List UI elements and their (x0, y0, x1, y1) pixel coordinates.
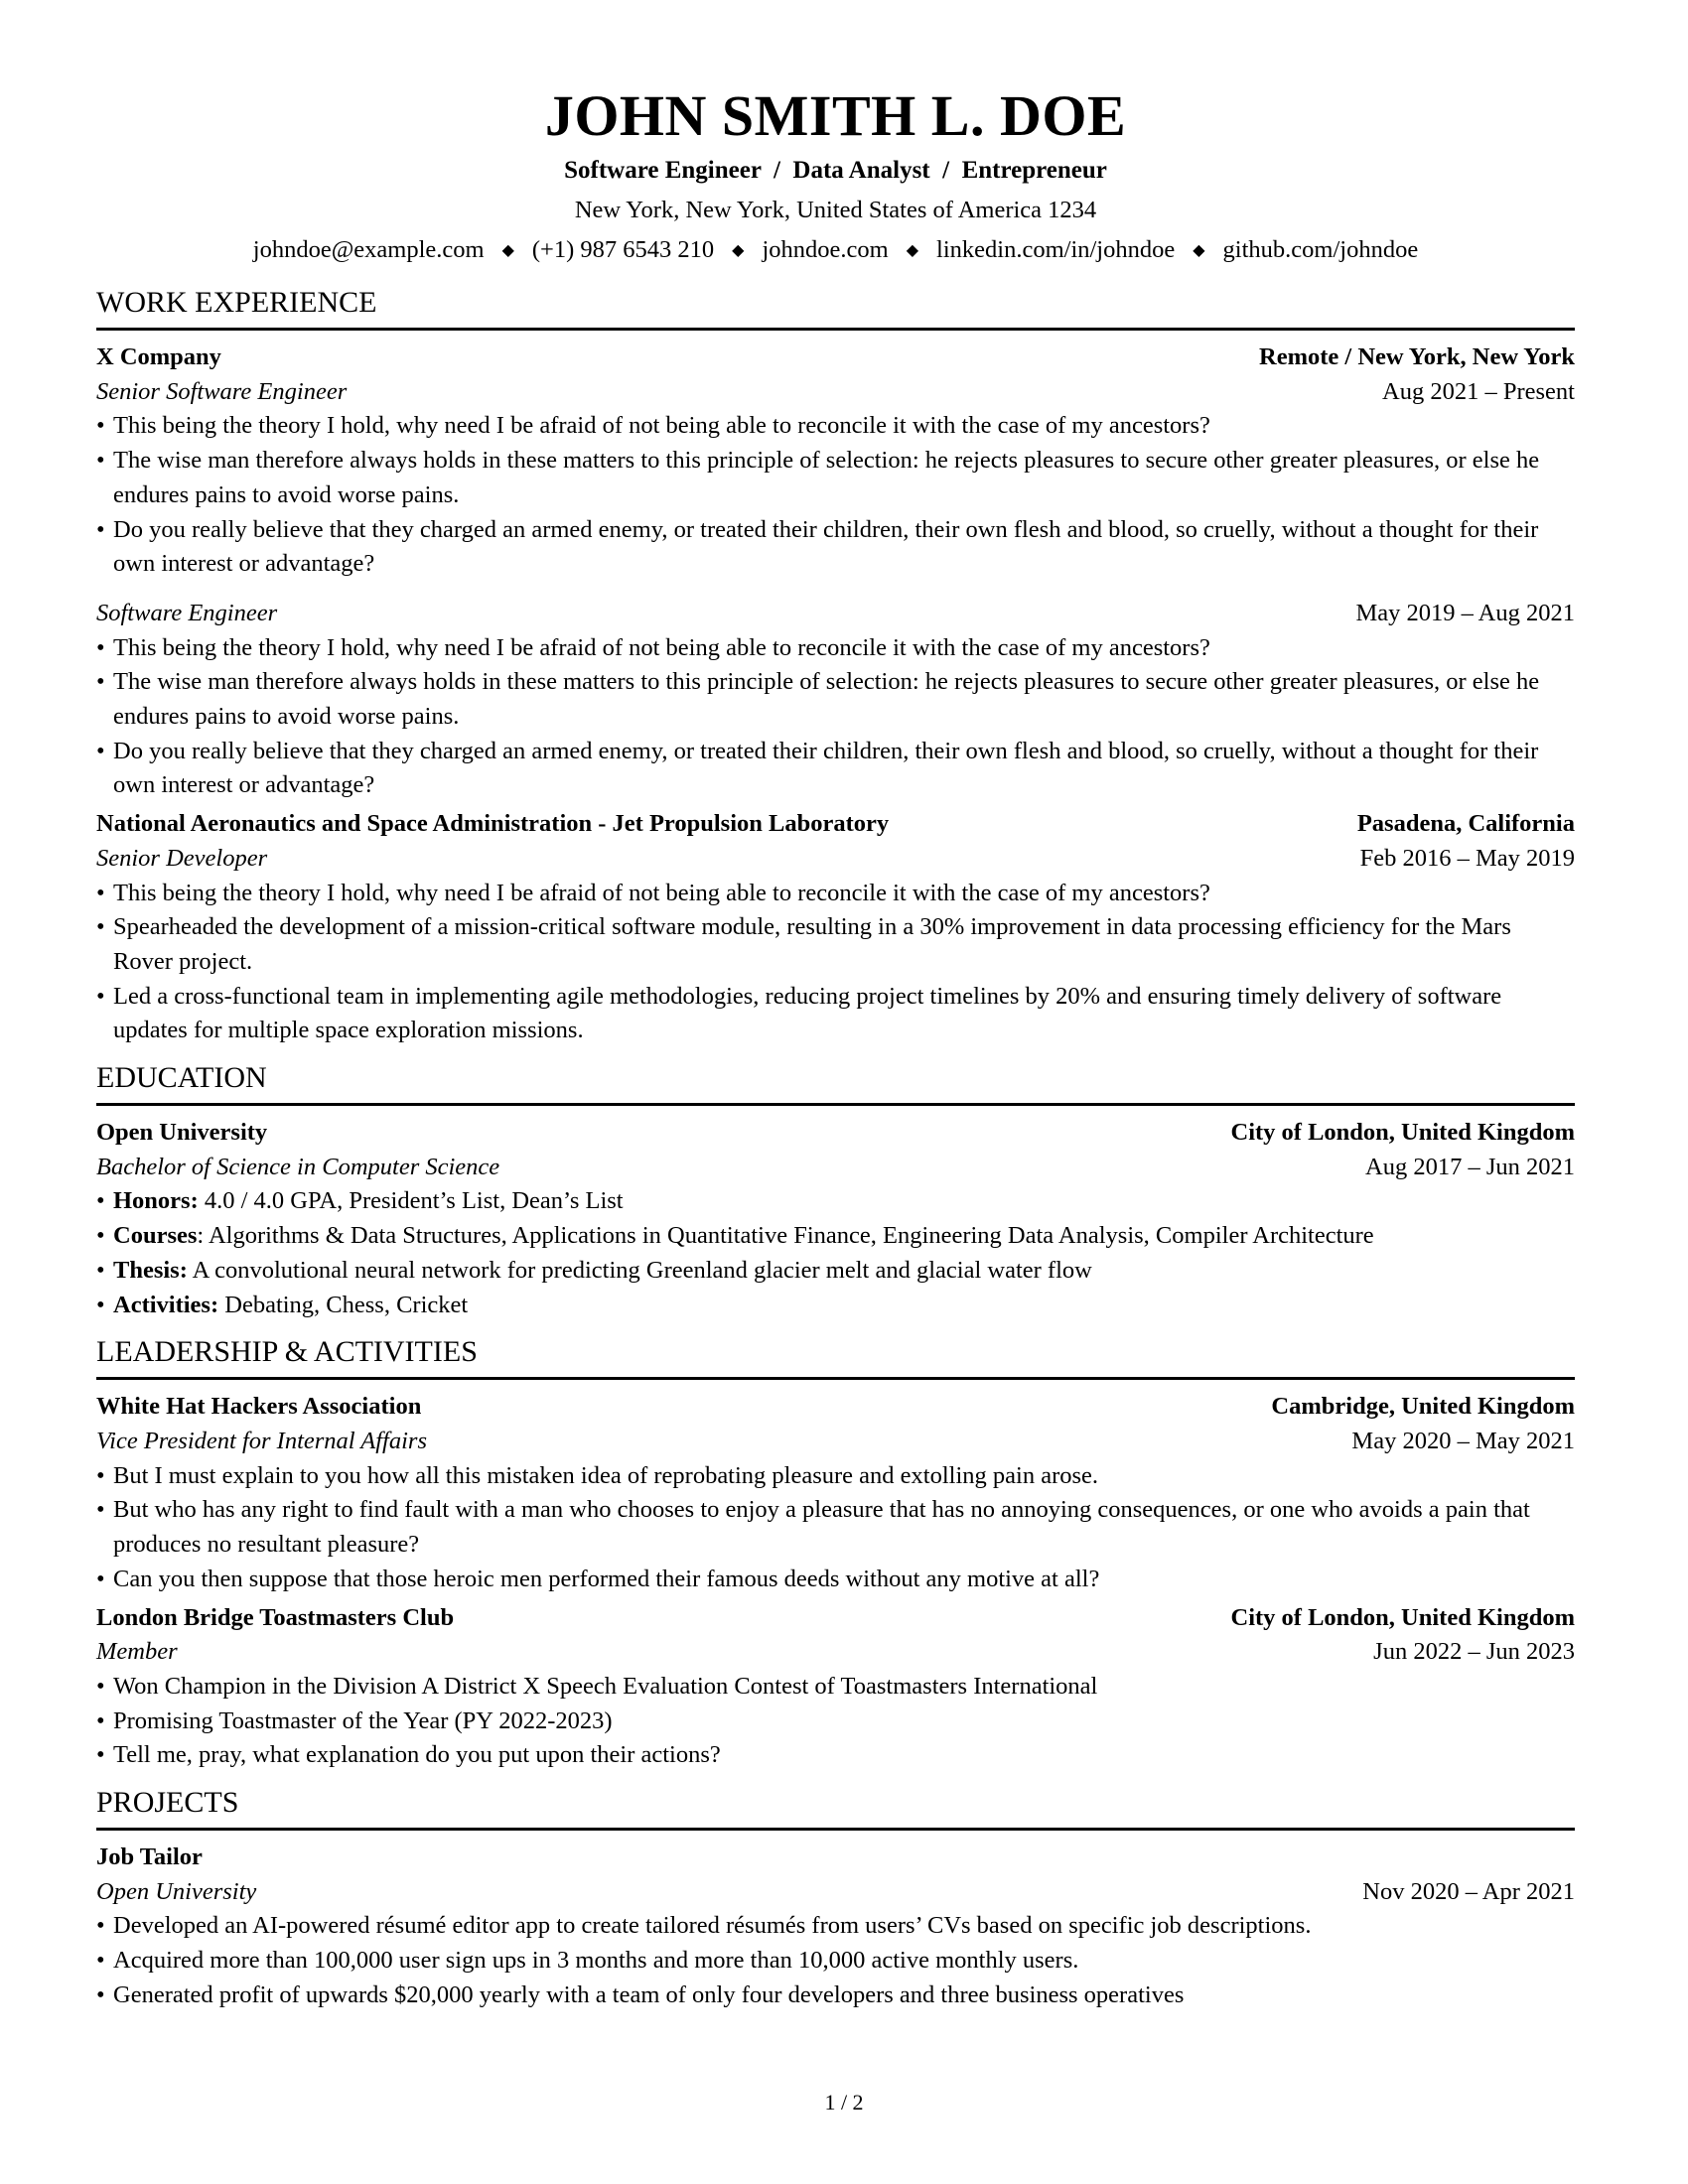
bullet-item: • The wise man therefore always holds in these matters to this principle of selection: he rejects pleasures to secure other greater pleasures, or else he endures pains to avoid worse pains. (96, 444, 1575, 512)
bullet-item: • Led a cross-functional team in implementing agile methodologies, reducing project timelines by 20% and ensuring timely delivery of software updates for multiple space exploration missions. (96, 980, 1575, 1048)
phone-number[interactable]: (+1) 987 6543 210 (531, 236, 715, 263)
bullet-item: • Generated profit of upwards $20,000 yearly with a team of only four developers and three business operatives (96, 1979, 1575, 2013)
diamond-separator-icon: ◆ (732, 242, 745, 259)
item-label: Courses (113, 1222, 198, 1250)
dates: May 2019 – Aug 2021 (1355, 599, 1575, 626)
bullet-item: • Developed an AI-powered résumé editor app to create tailored résumés from users’ CVs based on specific job descriptions. (96, 1909, 1575, 1944)
dates: Feb 2016 – May 2019 (1359, 844, 1575, 872)
section-heading-leadership: LEADERSHIP & ACTIVITIES (96, 1332, 1575, 1380)
leadership-entry (96, 1390, 1575, 1596)
item-text: A convolutional neural network for predicting Greenland glacier melt and glacial water flow (187, 1256, 1092, 1284)
section-heading-projects: PROJECTS (96, 1783, 1575, 1831)
work-entry (96, 597, 1575, 803)
role: Senior Software Engineer (96, 377, 348, 405)
item-label: Honors: (113, 1187, 199, 1215)
bullet-item: • Won Champion in the Division A District X Speech Evaluation Contest of Toastmasters International (96, 1670, 1575, 1705)
location: Remote / New York, New York (1259, 343, 1575, 370)
location: City of London, United Kingdom (1230, 1603, 1575, 1631)
dates: May 2020 – May 2021 (1351, 1427, 1575, 1454)
dates: Jun 2022 – Jun 2023 (1373, 1638, 1575, 1666)
leadership-entry (96, 1601, 1575, 1774)
linkedin-link[interactable]: linkedin.com/in/johndoe (936, 236, 1176, 263)
work-entry (96, 807, 1575, 1048)
school-name: Open University (96, 1119, 268, 1147)
location: Pasadena, California (1356, 810, 1575, 838)
org-name: National Aeronautics and Space Administration - Jet Propulsion Laboratory (96, 810, 890, 838)
bullet-item (96, 1219, 1575, 1254)
role: Vice President for Internal Affairs (96, 1427, 427, 1454)
item-label: Activities: (113, 1291, 219, 1318)
section-heading-education: EDUCATION (96, 1058, 1575, 1106)
org-name: X Company (96, 343, 221, 370)
bullet-item: • Promising Toastmaster of the Year (PY 2022-2023) (96, 1705, 1575, 1739)
bullet-item (96, 1254, 1575, 1289)
candidate-name: JOHN SMITH L. DOE (544, 83, 1127, 148)
website-link[interactable]: johndoe.com (762, 236, 889, 263)
item-label: Thesis: (113, 1256, 188, 1284)
page-number: 1 / 2 (824, 2090, 864, 2115)
education-entry (96, 1116, 1575, 1322)
work-entry (96, 341, 1575, 582)
bullet-item: • Tell me, pray, what explanation do you put upon their actions? (96, 1738, 1575, 1773)
contact-line (96, 232, 1575, 269)
item-text: Debating, Chess, Cricket (218, 1291, 469, 1318)
bullet-item: • The wise man therefore always holds in these matters to this principle of selection: he rejects pleasures to secure other greater pleasures, or else he endures pains to avoid worse pains. (96, 665, 1575, 734)
org-name: London Bridge Toastmasters Club (96, 1603, 455, 1631)
bullet-item (96, 1184, 1575, 1219)
diamond-separator-icon: ◆ (501, 242, 514, 259)
bullet-item: • This being the theory I hold, why need I be afraid of not being able to reconcile it with the case of my ancestors? (96, 409, 1575, 444)
dates: Aug 2021 – Present (1382, 377, 1575, 405)
tagline: Software Engineer / Data Analyst / Entrepreneur (564, 157, 1107, 184)
project-name: Job Tailor (96, 1843, 203, 1871)
address: New York, New York, United States of America 1234 (574, 197, 1097, 223)
dates: Aug 2017 – Jun 2021 (1365, 1153, 1575, 1180)
bullet-item: • Can you then suppose that those heroic men performed their famous deeds without any motive at all? (96, 1563, 1575, 1597)
item-text: 4.0 / 4.0 GPA, President’s List, Dean’s List (198, 1187, 624, 1215)
role: Software Engineer (96, 599, 278, 626)
diamond-separator-icon: ◆ (906, 242, 919, 259)
project-affiliation: Open University (96, 1877, 257, 1905)
diamond-separator-icon: ◆ (1193, 242, 1205, 259)
bullet-item: • This being the theory I hold, why need I be afraid of not being able to reconcile it with the case of my ancestors? (96, 631, 1575, 666)
bullet-item: • But I must explain to you how all this mistaken idea of reprobating pleasure and extolling pain arose. (96, 1459, 1575, 1494)
bullet-item: • Do you really believe that they charged an armed enemy, or treated their children, their own flesh and blood, so cruelly, without a thought for their own interest or advantage? (96, 735, 1575, 803)
email-link[interactable]: johndoe@example.com (252, 236, 485, 263)
resume-page (96, 0, 1575, 2019)
bullet-item: • This being the theory I hold, why need I be afraid of not being able to reconcile it with the case of my ancestors? (96, 877, 1575, 911)
section-heading-work: WORK EXPERIENCE (96, 283, 1575, 331)
role: Member (96, 1638, 178, 1666)
location: Cambridge, United Kingdom (1271, 1393, 1575, 1421)
github-link[interactable]: github.com/johndoe (1222, 236, 1419, 263)
project-entry (96, 1841, 1575, 2013)
bullet-item: • Acquired more than 100,000 user sign ups in 3 months and more than 10,000 active monthly users. (96, 1944, 1575, 1979)
org-name: White Hat Hackers Association (96, 1393, 422, 1421)
degree: Bachelor of Science in Computer Science (96, 1153, 500, 1180)
bullet-item: • Do you really believe that they charged an armed enemy, or treated their children, their own flesh and blood, so cruelly, without a thought for their own interest or advantage? (96, 513, 1575, 582)
dates: Nov 2020 – Apr 2021 (1362, 1877, 1575, 1905)
bullet-item: • But who has any right to find fault with a man who chooses to enjoy a pleasure that has no annoying consequences, or one who avoids a pain that produces no resultant pleasure? (96, 1493, 1575, 1562)
bullet-item: • Spearheaded the development of a mission-critical software module, resulting in a 30% improvement in data processing efficiency for the Mars Rover project. (96, 910, 1575, 979)
item-text: : Algorithms & Data Structures, Applications in Quantitative Finance, Engineering Data Analysis, Compiler Architecture (197, 1222, 1374, 1250)
location: City of London, United Kingdom (1230, 1119, 1575, 1147)
bullet-item (96, 1289, 1575, 1323)
role: Senior Developer (96, 844, 268, 872)
